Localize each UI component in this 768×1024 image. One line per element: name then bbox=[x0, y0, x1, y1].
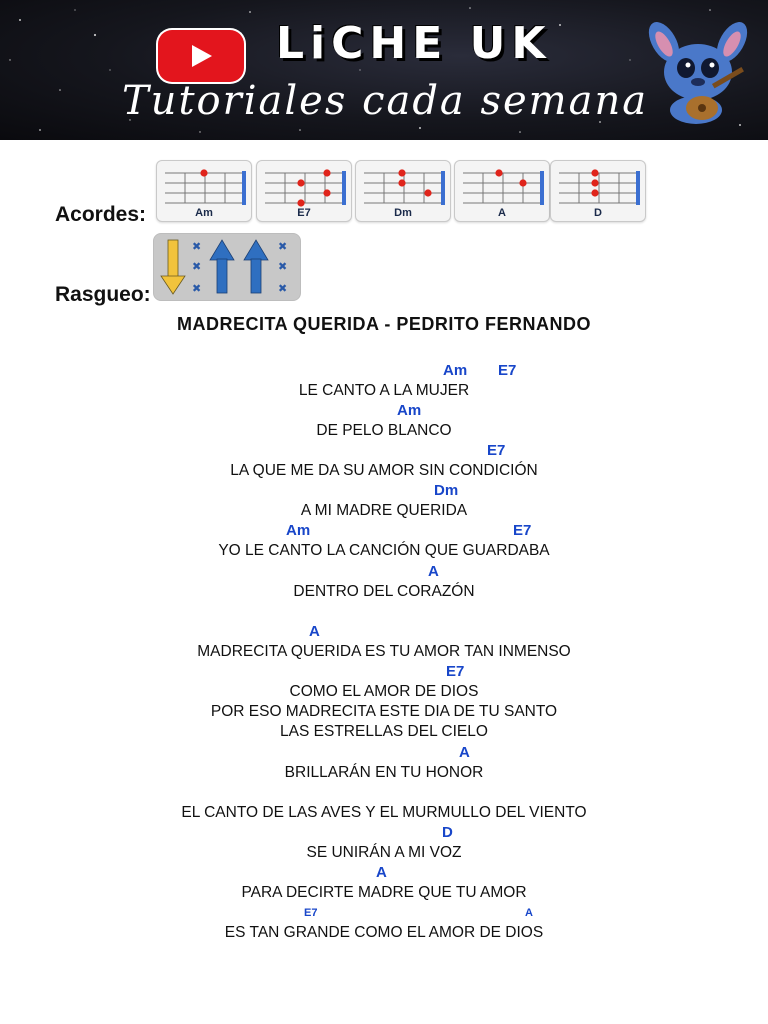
chord-diagram-label: A bbox=[498, 207, 506, 219]
banner-tagline: Tutoriales cada semana bbox=[122, 78, 649, 124]
lyric-line: SE UNIRÁN A MI VOZ bbox=[306, 844, 462, 861]
chord-diagram-label: Am bbox=[195, 207, 213, 219]
channel-brand: LiCHE UK bbox=[276, 18, 552, 69]
svg-text:✖: ✖ bbox=[192, 240, 202, 253]
lyric-line: BRILLARÁN EN TU HONOR bbox=[284, 764, 484, 781]
chord-diagram-d bbox=[550, 160, 646, 222]
lyric-line: YO LE CANTO LA CANCIÓN QUE GUARDABA bbox=[218, 542, 550, 559]
chord-diagram-dm bbox=[355, 160, 451, 222]
chord-diagram-label: E7 bbox=[297, 207, 311, 219]
chord-label: A bbox=[309, 623, 320, 640]
mute-x-icon bbox=[278, 240, 287, 295]
lyric-line: A MI MADRE QUERIDA bbox=[300, 502, 468, 519]
chord-diagram-label: D bbox=[594, 207, 602, 219]
chord-label: E7 bbox=[304, 907, 318, 919]
song-title: MADRECITA QUERIDA - PEDRITO FERNANDO bbox=[177, 314, 591, 334]
chord-label: Dm bbox=[434, 482, 459, 499]
lyric-line: LE CANTO A LA MUJER bbox=[298, 382, 470, 399]
svg-text:✖: ✖ bbox=[278, 282, 288, 295]
stitch-ukulele-mascot-icon bbox=[646, 14, 756, 126]
chord-diagram-am bbox=[156, 160, 252, 222]
strum-pattern-graphic bbox=[154, 234, 300, 300]
lyric-line: DENTRO DEL CORAZÓN bbox=[293, 583, 475, 600]
chord-label: E7 bbox=[498, 362, 517, 379]
lyric-line: LA QUE ME DA SU AMOR SIN CONDICIÓN bbox=[230, 462, 538, 479]
svg-text:✖: ✖ bbox=[278, 260, 288, 273]
strum-pattern bbox=[153, 233, 301, 301]
chord-diagram-label: Dm bbox=[394, 207, 412, 219]
lyric-line: COMO EL AMOR DE DIOS bbox=[289, 683, 479, 700]
lyric-line: PARA DECIRTE MADRE QUE TU AMOR bbox=[241, 884, 527, 901]
chord-label: A bbox=[525, 907, 533, 919]
mute-x-icon bbox=[192, 240, 201, 295]
chords-label: Acordes: bbox=[55, 203, 147, 226]
arrow-up-icon bbox=[244, 240, 268, 293]
chord-label: E7 bbox=[513, 522, 532, 539]
lyric-line: ES TAN GRANDE COMO EL AMOR DE DIOS bbox=[224, 924, 544, 941]
lyric-line: POR ESO MADRECITA ESTE DIA DE TU SANTO bbox=[210, 703, 558, 720]
svg-text:✖: ✖ bbox=[192, 282, 202, 295]
chord-diagram-a bbox=[454, 160, 550, 222]
arrow-up-icon bbox=[210, 240, 234, 293]
svg-text:✖: ✖ bbox=[278, 240, 288, 253]
chord-label: D bbox=[442, 824, 453, 841]
arrow-down-icon bbox=[161, 240, 185, 294]
chord-label: E7 bbox=[487, 442, 506, 459]
chord-label: Am bbox=[286, 522, 311, 539]
chord-label: Am bbox=[397, 402, 422, 419]
strum-label: Rasgueo: bbox=[55, 283, 151, 306]
chord-label: Am bbox=[443, 362, 468, 379]
lyric-line: LAS ESTRELLAS DEL CIELO bbox=[280, 723, 488, 740]
chord-label: A bbox=[459, 744, 470, 761]
lyric-line: EL CANTO DE LAS AVES Y EL MURMULLO DEL VIENTO bbox=[181, 804, 587, 821]
chord-diagram-e7 bbox=[256, 160, 352, 222]
chord-label: A bbox=[428, 563, 439, 580]
header-banner bbox=[0, 0, 768, 140]
svg-text:✖: ✖ bbox=[192, 260, 202, 273]
youtube-logo-icon bbox=[158, 30, 244, 82]
chord-label: E7 bbox=[446, 663, 465, 680]
lyric-line: MADRECITA QUERIDA ES TU AMOR TAN INMENSO bbox=[197, 643, 571, 660]
chord-label: A bbox=[376, 864, 387, 881]
lyric-line: DE PELO BLANCO bbox=[316, 422, 452, 439]
